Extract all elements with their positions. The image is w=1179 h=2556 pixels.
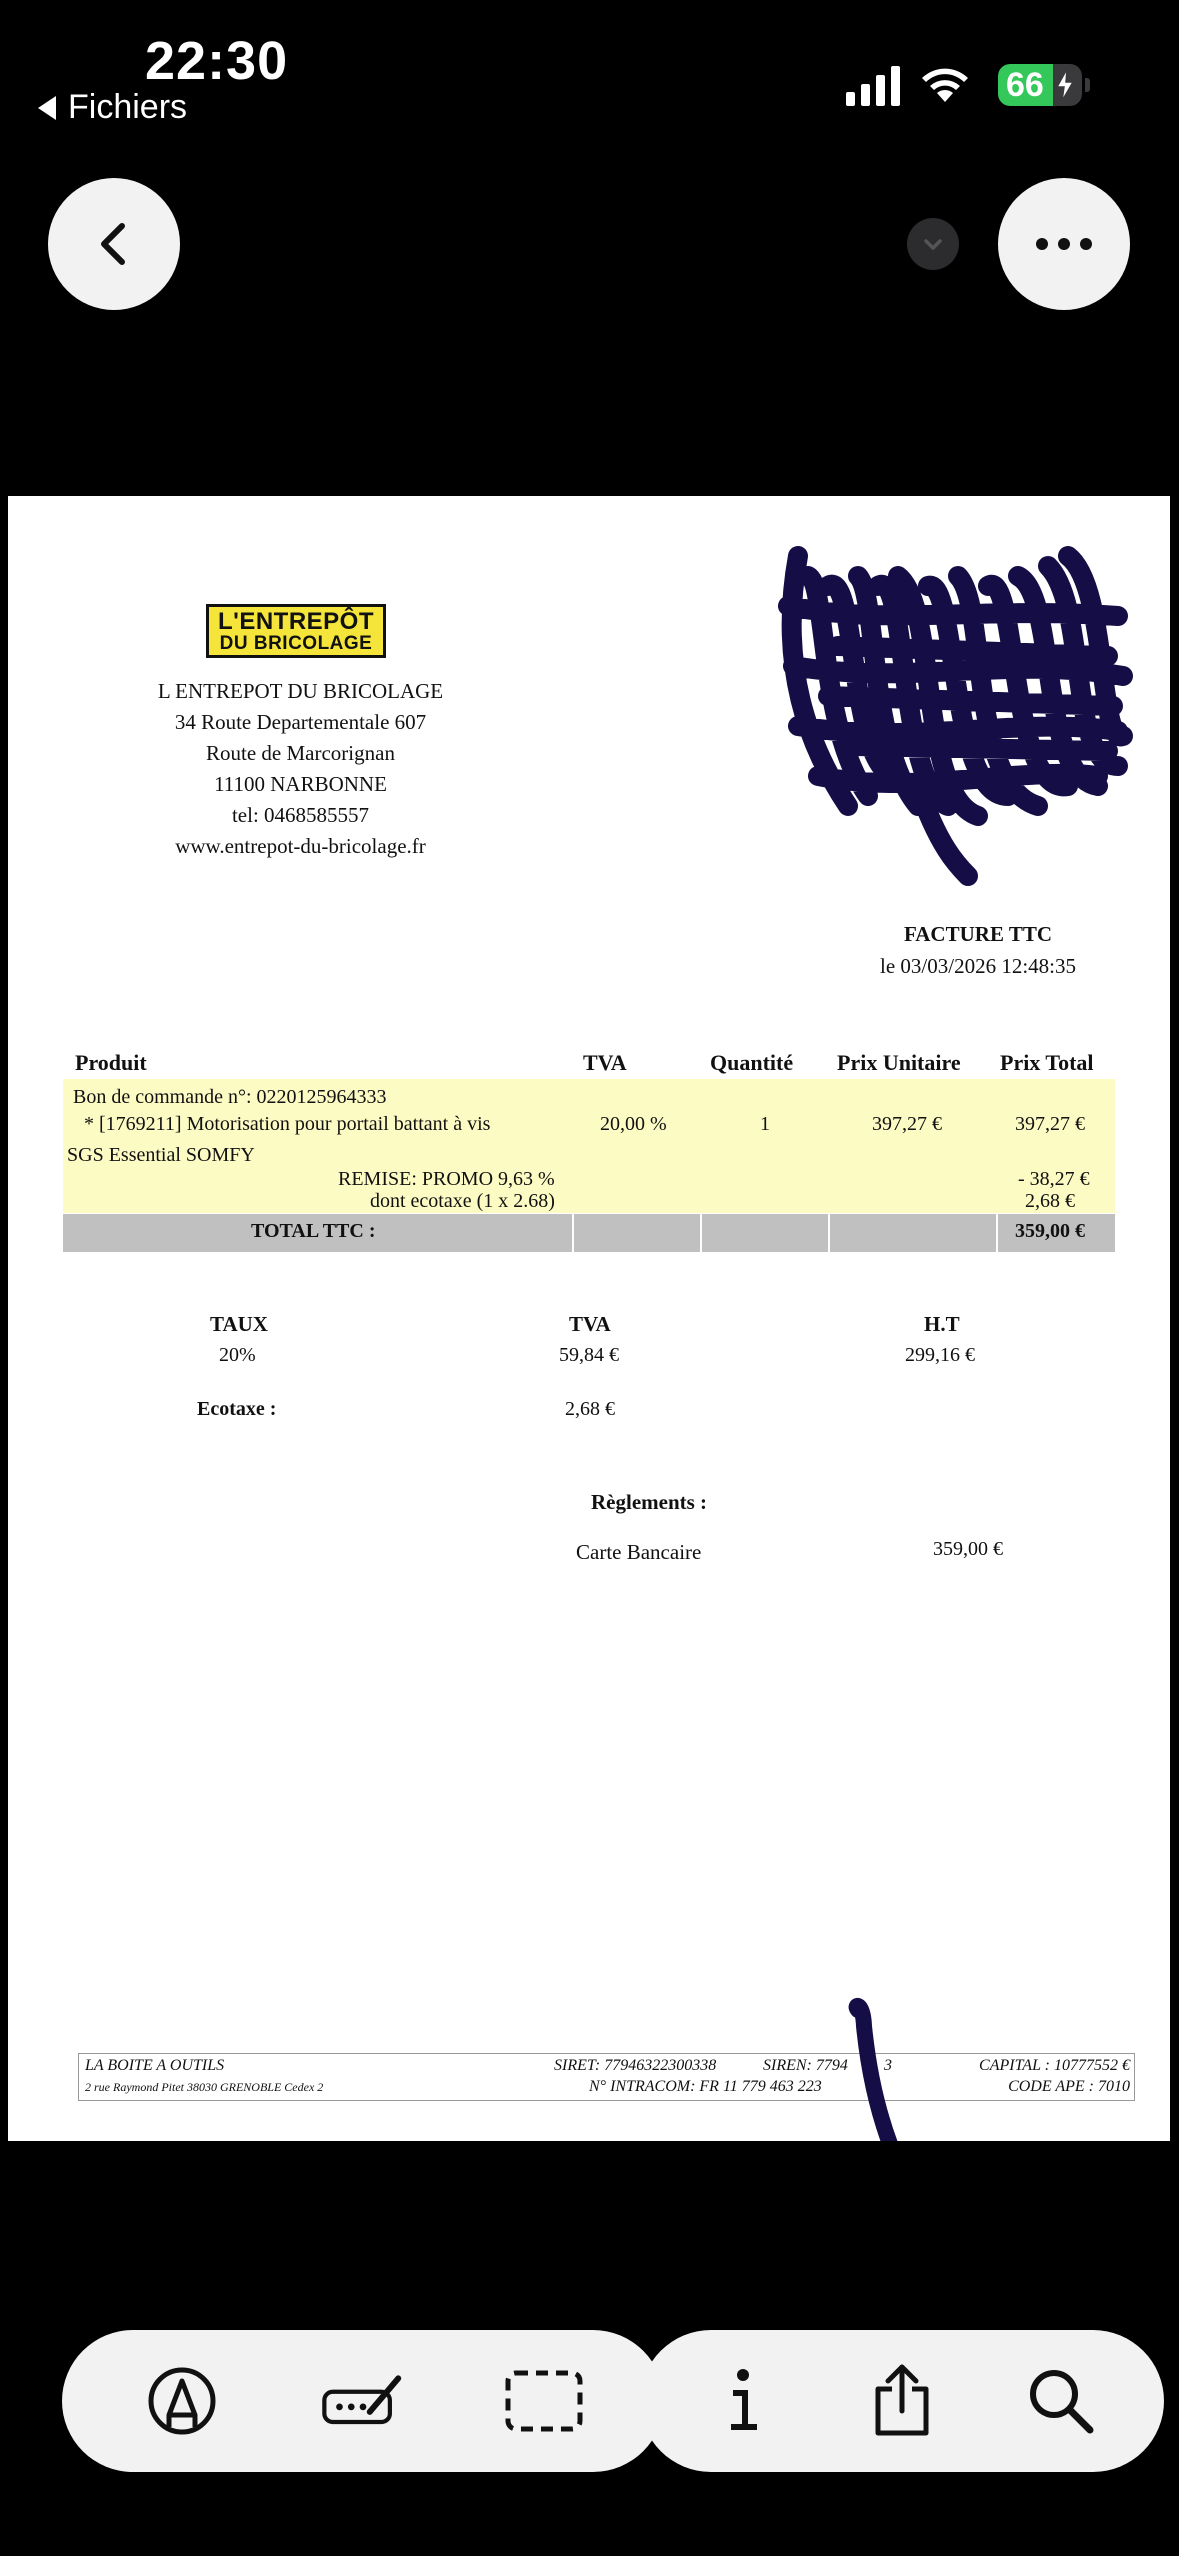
col-header-unit-price: Prix Unitaire (837, 1050, 961, 1075)
battery-icon (998, 64, 1082, 106)
info-icon (723, 2365, 763, 2437)
footer-siret: SIRET: 77946322300338 (554, 2057, 717, 2074)
payment-method: Carte Bancaire (576, 1540, 702, 1564)
document-actions-toolbar (640, 2330, 1164, 2472)
selection-icon (504, 2369, 584, 2433)
invoice-date: le 03/03/2026 12:48:35 (880, 954, 1076, 978)
search-button[interactable] (1019, 2359, 1103, 2443)
tax-rate-value: 20% (219, 1344, 256, 1366)
back-app-label: Fichiers (68, 88, 188, 126)
store-website: www.entrepot-du-bricolage.fr (175, 834, 426, 858)
wifi-icon (918, 62, 972, 106)
markup-button[interactable] (140, 2359, 224, 2443)
footer-intracom: N° INTRACOM: FR 11 779 463 223 (589, 2078, 822, 2095)
status-time: 22:30 (145, 31, 289, 91)
invoice-title: FACTURE TTC (904, 922, 1052, 946)
store-phone: tel: 0468585557 (231, 803, 370, 827)
col-header-product: Produit (75, 1050, 147, 1075)
store-address-2: Route de Marcorignan (206, 741, 395, 765)
share-icon (870, 2363, 934, 2439)
tax-tva-value: 59,84 € (559, 1344, 619, 1366)
tax-ht-header: H.T (924, 1312, 960, 1336)
item-quantity: 1 (760, 1113, 770, 1135)
store-address-block (108, 676, 493, 862)
store-address-1: 34 Route Departementale 607 (174, 710, 427, 734)
markup-pen-icon (146, 2365, 218, 2437)
signature-icon (321, 2366, 405, 2436)
footer-address: 2 rue Raymond Pitet 38030 GRENOBLE Cedex 2 (85, 2080, 324, 2094)
ecotax-summary-label: Ecotaxe : (197, 1398, 277, 1420)
payments-title: Règlements : (591, 1490, 708, 1514)
invoice-footer (78, 2053, 1135, 2101)
total-ttc-value: 359,00 € (1015, 1220, 1085, 1242)
discount-label: REMISE: PROMO 9,63 % (338, 1168, 555, 1190)
item-total-price: 397,27 € (1015, 1113, 1085, 1135)
col-header-total-price: Prix Total (1000, 1050, 1094, 1075)
info-button[interactable] (701, 2359, 785, 2443)
total-ttc-label: TOTAL TTC : (251, 1220, 376, 1242)
back-button[interactable] (48, 178, 180, 310)
more-options-button[interactable] (998, 178, 1130, 310)
chevron-left-icon (84, 214, 144, 274)
footer-siren: SIREN: 7794 (763, 2057, 848, 2074)
store-city: 11100 NARBONNE (214, 772, 387, 796)
title-menu-button[interactable] (907, 218, 959, 270)
item-description: * [1769211] Motorisation pour portail battant à vis (84, 1113, 491, 1135)
battery-percent: 66 (1006, 66, 1044, 104)
tax-tva-header: TVA (569, 1312, 611, 1336)
pen-stroke-mark (828, 1996, 908, 2141)
tax-ht-value: 299,16 € (905, 1344, 975, 1366)
ecotax-summary-value: 2,68 € (565, 1398, 615, 1420)
charging-bolt-icon (1054, 68, 1076, 102)
store-name: L ENTREPOT DU BRICOLAGE (157, 679, 444, 703)
item-description-cont: SGS Essential SOMFY (67, 1144, 255, 1166)
invoice-document[interactable] (8, 496, 1170, 2141)
ecotax-value: 2,68 € (1025, 1190, 1075, 1212)
total-bar (63, 1214, 1115, 1252)
select-area-button[interactable] (502, 2359, 586, 2443)
cellular-signal-icon (846, 62, 900, 106)
chevron-down-icon (918, 229, 948, 259)
discount-value: - 38,27 € (1018, 1168, 1090, 1190)
payment-amount: 359,00 € (933, 1538, 1003, 1560)
col-header-tva: TVA (583, 1050, 627, 1075)
share-button[interactable] (860, 2359, 944, 2443)
footer-ape: CODE APE : 7010 (1008, 2078, 1130, 2095)
search-icon (1026, 2366, 1096, 2436)
col-header-quantity: Quantité (710, 1050, 794, 1075)
signature-button[interactable] (321, 2359, 405, 2443)
item-unit-price: 397,27 € (872, 1113, 942, 1135)
markup-toolbar (62, 2330, 664, 2472)
ecotax-label: dont ecotaxe (1 x 2.68) (370, 1190, 555, 1212)
store-logo: L'ENTREPÔT DU BRICOLAGE (206, 604, 386, 658)
order-number: Bon de commande n°: 0220125964333 (73, 1086, 387, 1108)
ellipsis-icon (1032, 234, 1096, 254)
back-triangle-icon (38, 96, 56, 120)
footer-capital: CAPITAL : 10777552 € (979, 2057, 1130, 2074)
tax-rate-header: TAUX (210, 1312, 268, 1336)
footer-company: LA BOITE A OUTILS (85, 2057, 225, 2074)
battery-tip (1085, 78, 1090, 92)
redaction-scribble (768, 546, 1138, 886)
back-to-app-link[interactable] (38, 88, 187, 127)
item-tva: 20,00 % (600, 1113, 667, 1135)
footer-siren-tail: 3 (884, 2057, 892, 2074)
